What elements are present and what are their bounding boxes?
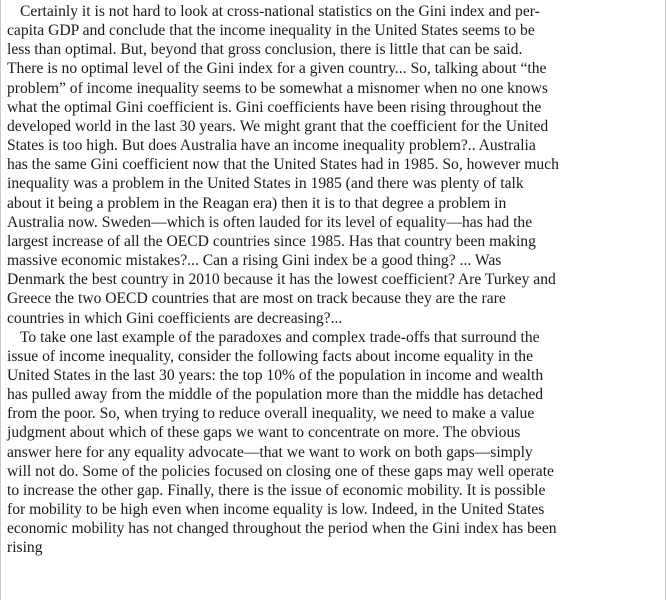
text-line: will not do. Some of the policies focused on closing one of these gaps may well operate	[7, 462, 554, 480]
text-line: answer here for any equality advocate—that we want to work on both gaps—simply	[7, 443, 533, 461]
text-line	[7, 2, 659, 21]
text-line: countries in which Gini coefficients are decreasing?...	[7, 309, 343, 327]
text-line: has pulled away from the middle of the population more than the middle has detached	[7, 386, 544, 404]
text-line: largest increase of all the OECD countries since 1985. Has that country been making	[7, 232, 536, 250]
text-line: problem” of income inequality seems to be somewhat a misnomer when no one knows	[7, 79, 548, 97]
text-line: less than optimal. But, beyond that gross conclusion, there is little that can be said.	[7, 41, 523, 59]
paragraph-gini-optimality	[7, 2, 659, 328]
text-line: what the optimal Gini coefficient is. Gini coefficients have been rising throughout the	[7, 98, 542, 116]
text-line: Greece the two OECD countries that are most on track because they are the rare	[7, 290, 506, 308]
text-line: developed world in the last 30 years. We might grant that the coefficient for the United	[7, 117, 549, 135]
text-line: about it being a problem in the Reagan era) then it is to that degree a problem in	[7, 194, 507, 212]
text-line-content: To take one last example of the paradoxes and complex trade-offs that surround the	[20, 328, 540, 346]
text-line: There is no optimal level of the Gini index for a given country... So, talking about “the	[7, 60, 547, 78]
text-line: capita GDP and conclude that the income inequality in the United States seems to be	[7, 22, 535, 40]
text-line: States is too high. But does Australia have an income inequality problem?.. Australia	[7, 137, 536, 155]
text-line: has the same Gini coefficient now that the United States had in 1985. So, however much	[7, 156, 559, 174]
text-line: massive economic mistakes?... Can a rising Gini index be a good thing? ... Was	[7, 252, 502, 270]
text-line: rising	[7, 539, 43, 557]
text-line: judgment about which of these gaps we want to concentrate on more. The obvious	[7, 424, 521, 442]
text-line: issue of income inequality, consider the following facts about income equality in the	[7, 347, 534, 365]
text-line: for mobility to be high even when income equality is low. Indeed, in the United States	[7, 501, 545, 519]
text-line: to increase the other gap. Finally, there is the issue of economic mobility. It is possible	[7, 481, 546, 499]
paragraph-paradoxes-tradeoffs	[7, 328, 659, 558]
text-line: from the poor. So, when trying to reduce overall inequality, we need to make a value	[7, 405, 535, 423]
text-line: inequality was a problem in the United States in 1985 (and there was plenty of talk	[7, 175, 524, 193]
text-line: Denmark the best country in 2010 because it has the lowest coefficient? Are Turkey and	[7, 271, 556, 289]
text-line	[7, 328, 659, 347]
text-line: economic mobility has not changed throughout the period when the Gini index has been	[7, 520, 557, 538]
text-line-content: Certainly it is not hard to look at cross-national statistics on the Gini index and per-	[20, 3, 540, 20]
text-line: Australia now. Sweden—which is often lauded for its level of equality—has had the	[7, 213, 533, 231]
text-line: United States in the last 30 years: the top 10% of the population in income and wealth	[7, 366, 544, 384]
